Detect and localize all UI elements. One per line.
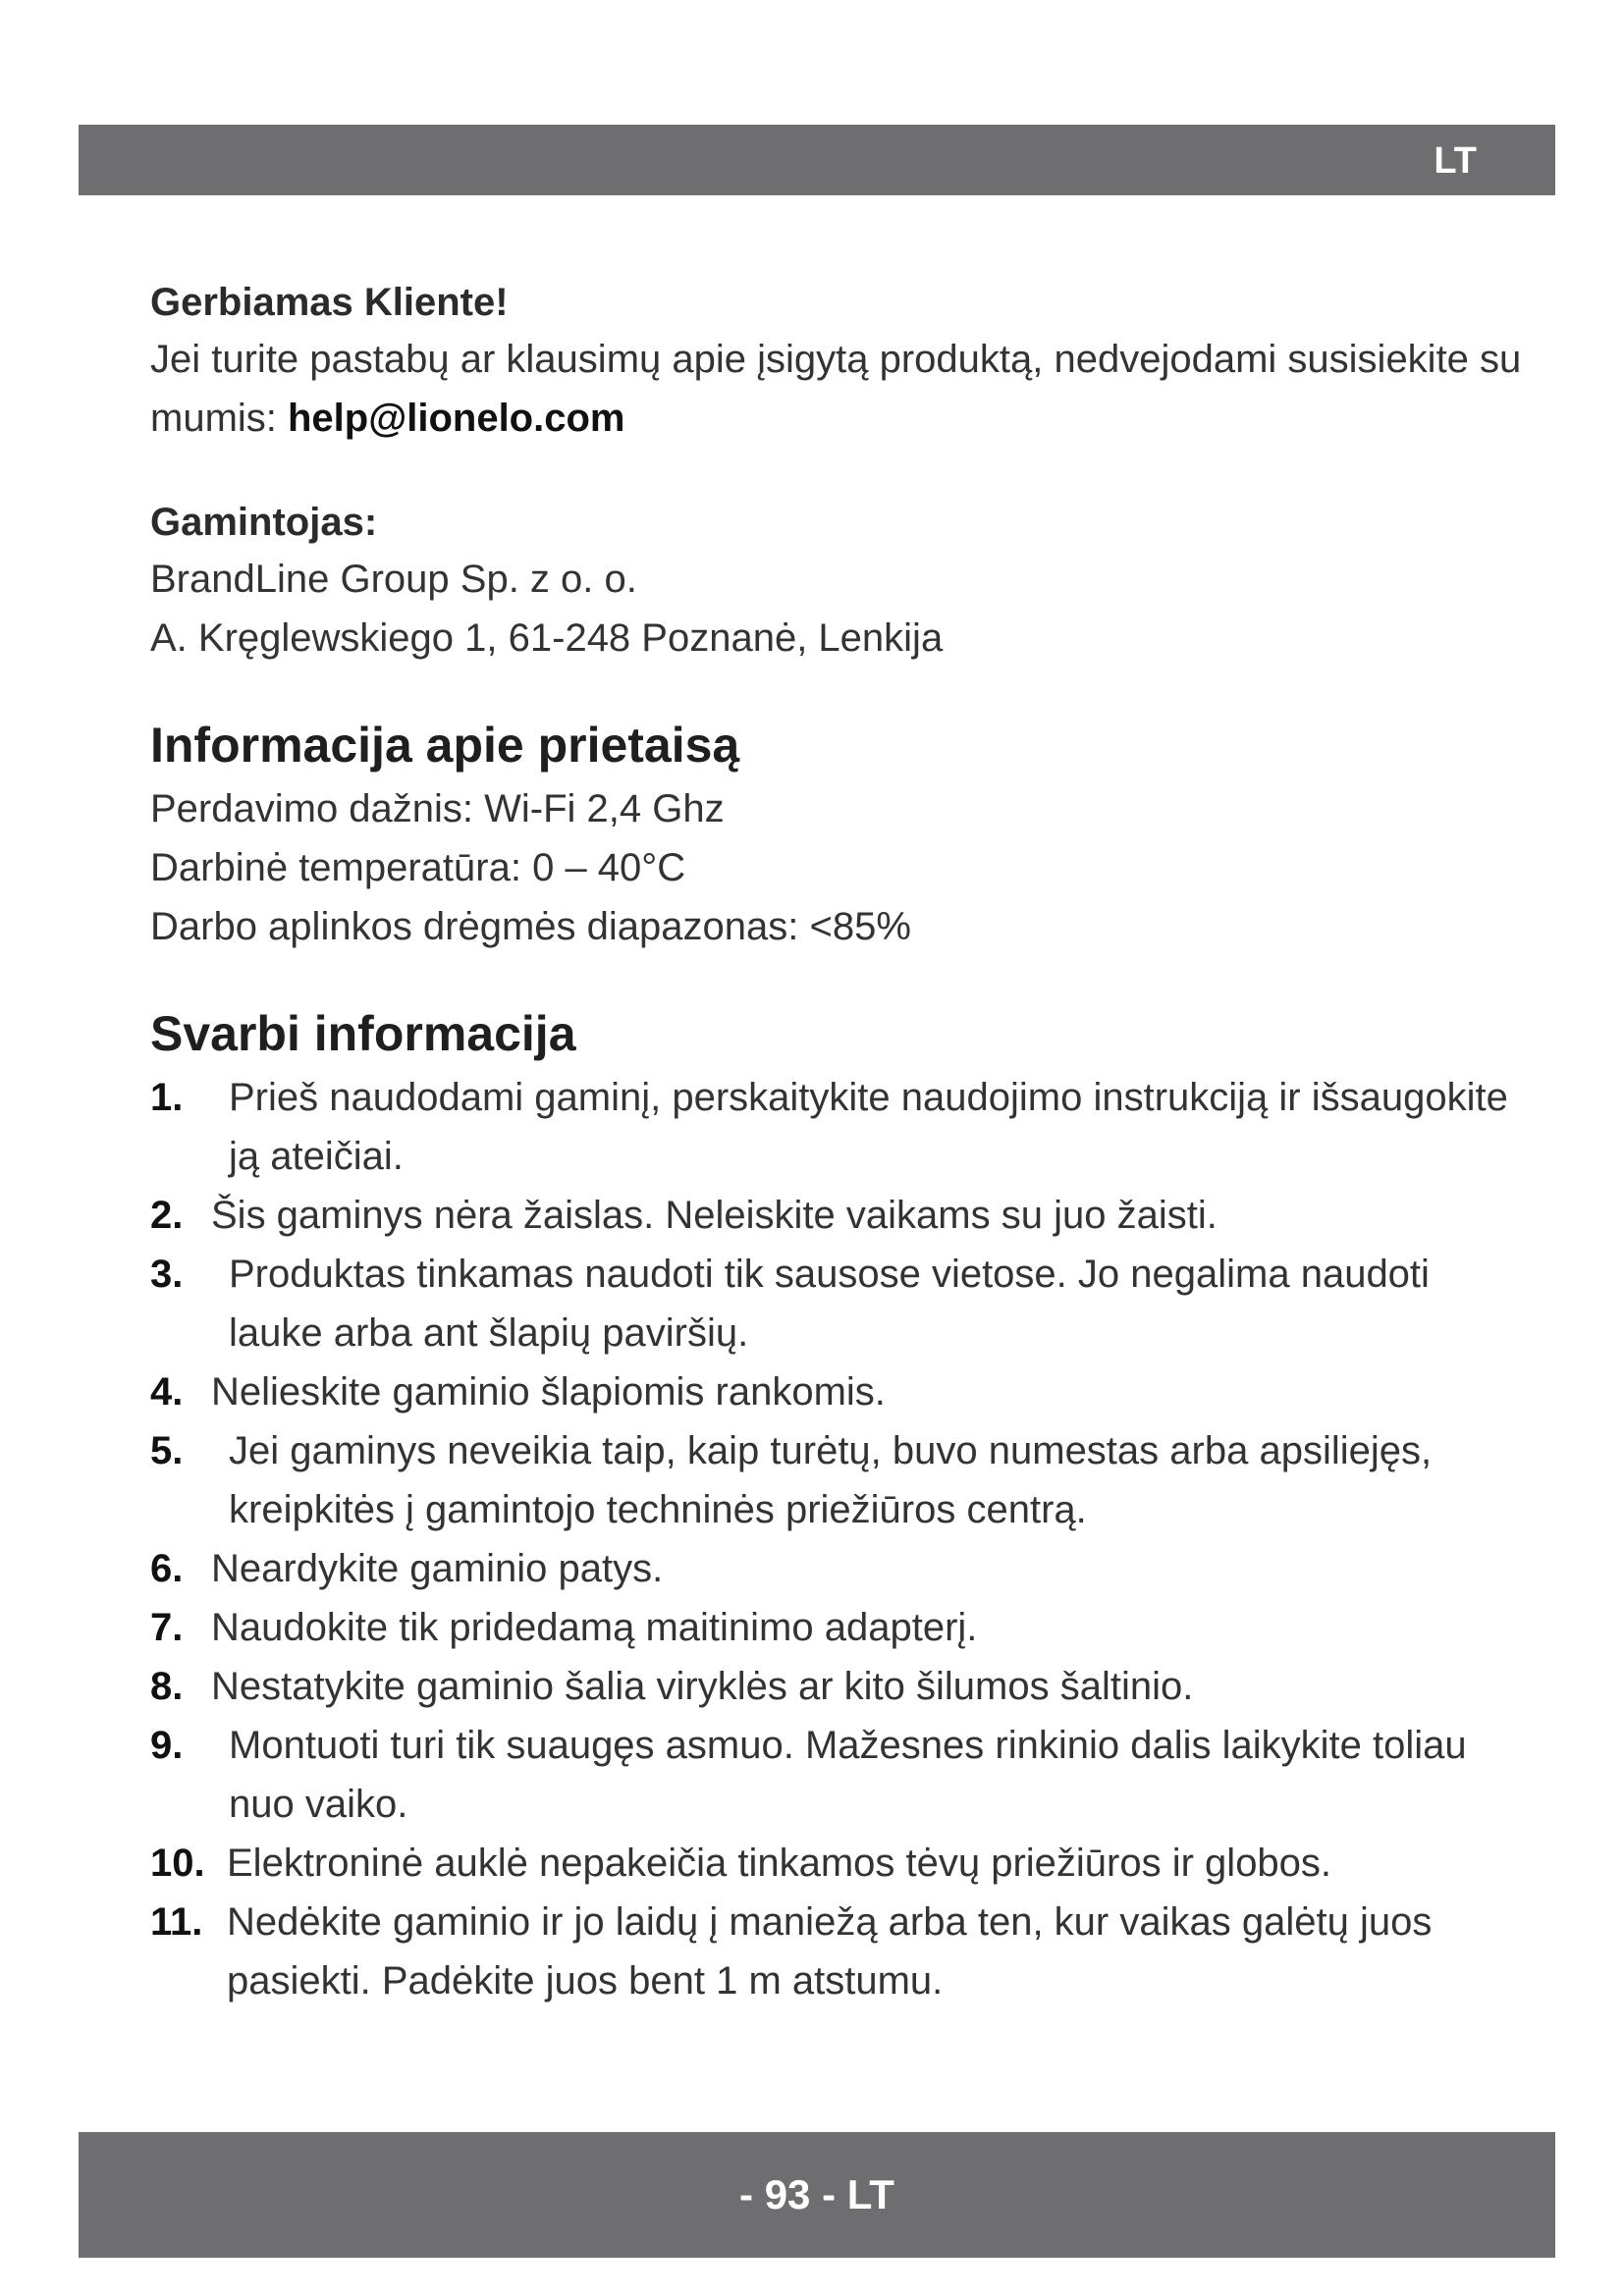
item-number: 5.	[150, 1429, 184, 1472]
list-item	[150, 1539, 1525, 1598]
list-item	[150, 1362, 1525, 1421]
list-item	[150, 1245, 1525, 1362]
list-item	[150, 1421, 1525, 1539]
manufacturer-label: Gamintojas:	[150, 501, 378, 544]
item-number: 4.	[150, 1370, 184, 1414]
important-info-title: Svarbi informacija	[150, 1006, 576, 1061]
item-text: Elektroninė auklė nepakeičia tinkamos tėvų priežiūros ir globos.	[227, 1842, 1332, 1885]
item-number: 11.	[150, 1900, 203, 1944]
list-item	[150, 1068, 1525, 1186]
device-info-temperature: Darbinė temperatūra: 0 – 40°C	[150, 846, 686, 889]
device-info-humidity: Darbo aplinkos drėgmės diapazonas: <85%	[150, 905, 911, 948]
list-item	[150, 1716, 1525, 1834]
greeting-title: Gerbiamas Kliente!	[150, 281, 509, 324]
manufacturer-address: A. Kręglewskiego 1, 61-248 Poznanė, Lenkija	[150, 616, 944, 660]
page-content	[150, 275, 1525, 2010]
item-text: Prieš naudodami gaminį, perskaitykite naudojimo instrukciją ir išsaugokite ją ateičiai.	[229, 1076, 1508, 1178]
item-number: 9.	[150, 1724, 184, 1767]
manufacturer-name: BrandLine Group Sp. z o. o.	[150, 558, 637, 601]
header-bar	[79, 125, 1555, 195]
greeting-body: Jei turite pastabų ar klausimų apie įsigytą produktą, nedvejodami susisiekite su mumis:	[150, 338, 1522, 440]
footer-bar	[79, 2132, 1555, 2258]
contact-email[interactable]: help@lionelo.com	[288, 397, 625, 440]
item-number: 7.	[150, 1606, 184, 1649]
device-info-title: Informacija apie prietaisą	[150, 718, 740, 773]
item-text: Jei gaminys neveikia taip, kaip turėtų, buvo numestas arba apsiliejęs, kreipkitės į gamintojo techninės priežiūros centrą.	[229, 1429, 1433, 1531]
important-info-list	[150, 1068, 1525, 2010]
list-item	[150, 1893, 1525, 2010]
device-info-frequency: Perdavimo dažnis: Wi-Fi 2,4 Ghz	[150, 787, 725, 830]
item-text: Neardykite gaminio patys.	[211, 1547, 664, 1590]
item-text: Nelieskite gaminio šlapiomis rankomis.	[211, 1370, 886, 1414]
page-number: - 93 - LT	[739, 2171, 894, 2217]
item-text: Šis gaminys nėra žaislas. Neleiskite vaikams su juo žaisti.	[211, 1194, 1218, 1237]
item-text: Naudokite tik pridedamą maitinimo adapterį.	[211, 1606, 978, 1649]
list-item	[150, 1186, 1525, 1245]
item-text: Montuoti turi tik suaugęs asmuo. Mažesnes rinkinio dalis laikykite toliau nuo vaiko.	[229, 1724, 1467, 1826]
language-tag: LT	[1434, 140, 1477, 182]
item-number: 8.	[150, 1665, 184, 1708]
list-item	[150, 1657, 1525, 1716]
item-number: 2.	[150, 1194, 184, 1237]
item-text: Produktas tinkamas naudoti tik sausose vietose. Jo negalima naudoti lauke arba ant šlapių paviršių.	[229, 1253, 1430, 1355]
list-item	[150, 1834, 1525, 1893]
item-text: Nedėkite gaminio ir jo laidų į maniežą arba ten, kur vaikas galėtų juos pasiekti. Padėkite juos bent 1 m atstumu.	[227, 1900, 1433, 2002]
item-number: 3.	[150, 1253, 184, 1296]
greeting-text	[150, 330, 1525, 448]
item-number: 10.	[150, 1842, 205, 1885]
list-item	[150, 1598, 1525, 1657]
item-number: 1.	[150, 1076, 184, 1119]
item-number: 6.	[150, 1547, 184, 1590]
item-text: Nestatykite gaminio šalia viryklės ar kito šilumos šaltinio.	[211, 1665, 1194, 1708]
